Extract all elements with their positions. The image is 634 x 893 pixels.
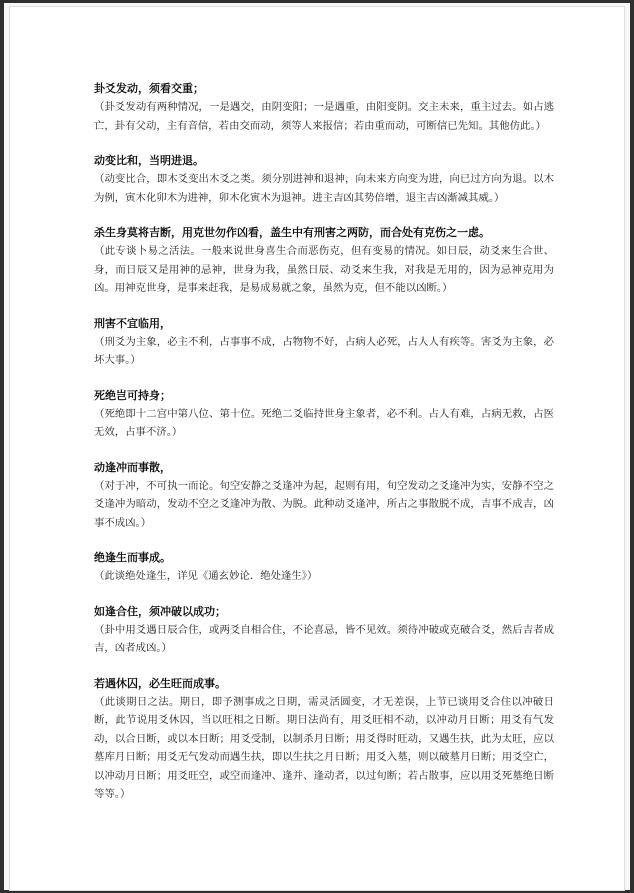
section-9 xyxy=(94,675,554,804)
section-heading: 死绝岂可持身； xyxy=(94,388,171,402)
section-heading: 如逢合住，须冲破以成功； xyxy=(94,604,226,618)
section-5 xyxy=(94,387,554,442)
document-page xyxy=(10,7,624,890)
section-heading: 动逢冲而事散， xyxy=(94,460,171,474)
section-body: （卦爻发动有两种情况，一是遇交，由阴变阳；一是遇重，由阳变阴。交主未来，重主过去。如占逃亡，卦有父动，主有音信，若由交而动，须等人来报信；若由重而动，可断信已先知。其他仿此。） xyxy=(94,101,554,132)
section-heading: 动变比和，当明进退。 xyxy=(94,154,204,167)
section-3 xyxy=(94,224,554,298)
section-1 xyxy=(94,80,554,135)
section-2 xyxy=(94,152,554,207)
section-4 xyxy=(94,315,554,370)
section-heading: 杀生身莫将吉断，用克世勿作凶看，盖生中有刑害之两防，而合处有克伤之一虑。 xyxy=(94,226,490,239)
section-heading: 卦爻发动，须看交重； xyxy=(94,82,204,95)
section-8 xyxy=(94,603,554,658)
section-heading: 若遇休囚，必生旺而成事。 xyxy=(94,676,226,690)
section-heading: 绝逢生而事成。 xyxy=(94,551,171,564)
section-6 xyxy=(94,459,554,533)
section-7 xyxy=(94,549,554,586)
section-body: （刑爻为主象，必主不利，占事事不成，占物物不好，占病人必死，占人人有疾等。害爻为主象，必坏大事。） xyxy=(94,335,554,366)
section-body: （动变比合，即木爻变出木爻之类。须分别进神和退神，向未来方向变为进，向已过方向为退。以木为例，寅木化卯木为进神，卯木化寅木为退神。进主吉凶其势倍增，退主吉凶渐减其威。） xyxy=(94,173,554,204)
section-body: （卦中用爻遇日辰合住，或两爻自相合住，不论喜忌，皆不见效。须待冲破或克破合爻，然后吉者成吉，凶者成凶。） xyxy=(94,623,554,654)
section-body: （此谈绝处逢生，详见《通玄妙论．绝处逢生》） xyxy=(94,570,318,582)
section-body: （死绝即十二宫中第八位、第十位。死绝二爻临持世身主象者，必不利。占人有难，占病无救，占医无效，占事不济。） xyxy=(94,407,554,438)
section-body: （对于冲，不可执一而论。旬空安静之爻逢冲为起，起则有用，旬空发动之爻逢冲为实，安静不空之爻逢冲为暗动，发动不空之爻逢冲为散、为脱。此种动爻逢冲，所占之事散脱不成，吉事不成吉，凶事不成凶。） xyxy=(94,479,554,529)
section-body: （此专谈卜易之活法。一般来说世身喜生合而恶伤克，但有变易的情况。如日辰，动爻来生合世、身，而日辰又是用神的忌神，世身为我，虽然日辰、动爻来生我，对我是无用的，因为忌神克用为凶。用神克世身，是事来赶我，是易成易就之象，虽然为克，但不能以凶断。） xyxy=(94,245,554,294)
section-heading: 刑害不宜临用， xyxy=(94,316,171,330)
section-body: （此谈期日之法。期日，即予测事成之日期，需灵活圆变，才无差误，上节已谈用爻合住以冲破日断，此节说用爻休囚，当以旺相之日断。期日法尚有，用爻旺相不动，以冲动月日断；用爻有气发动，以合日断，或以本日断；用爻受制，以制杀月日断；用爻得时旺动，又遇生扶，此为太旺，应以墓库月日断；用爻无气发动而遇生扶，即以生扶之月日断；用爻入墓，则以破墓月日断；用爻空亡，以冲动月日断；用爻旺空，或空而逢冲、逢并、逢动者，以过旬断；若占散事，应以用爻死墓绝日断等等。） xyxy=(94,695,554,800)
page-content xyxy=(94,80,554,821)
